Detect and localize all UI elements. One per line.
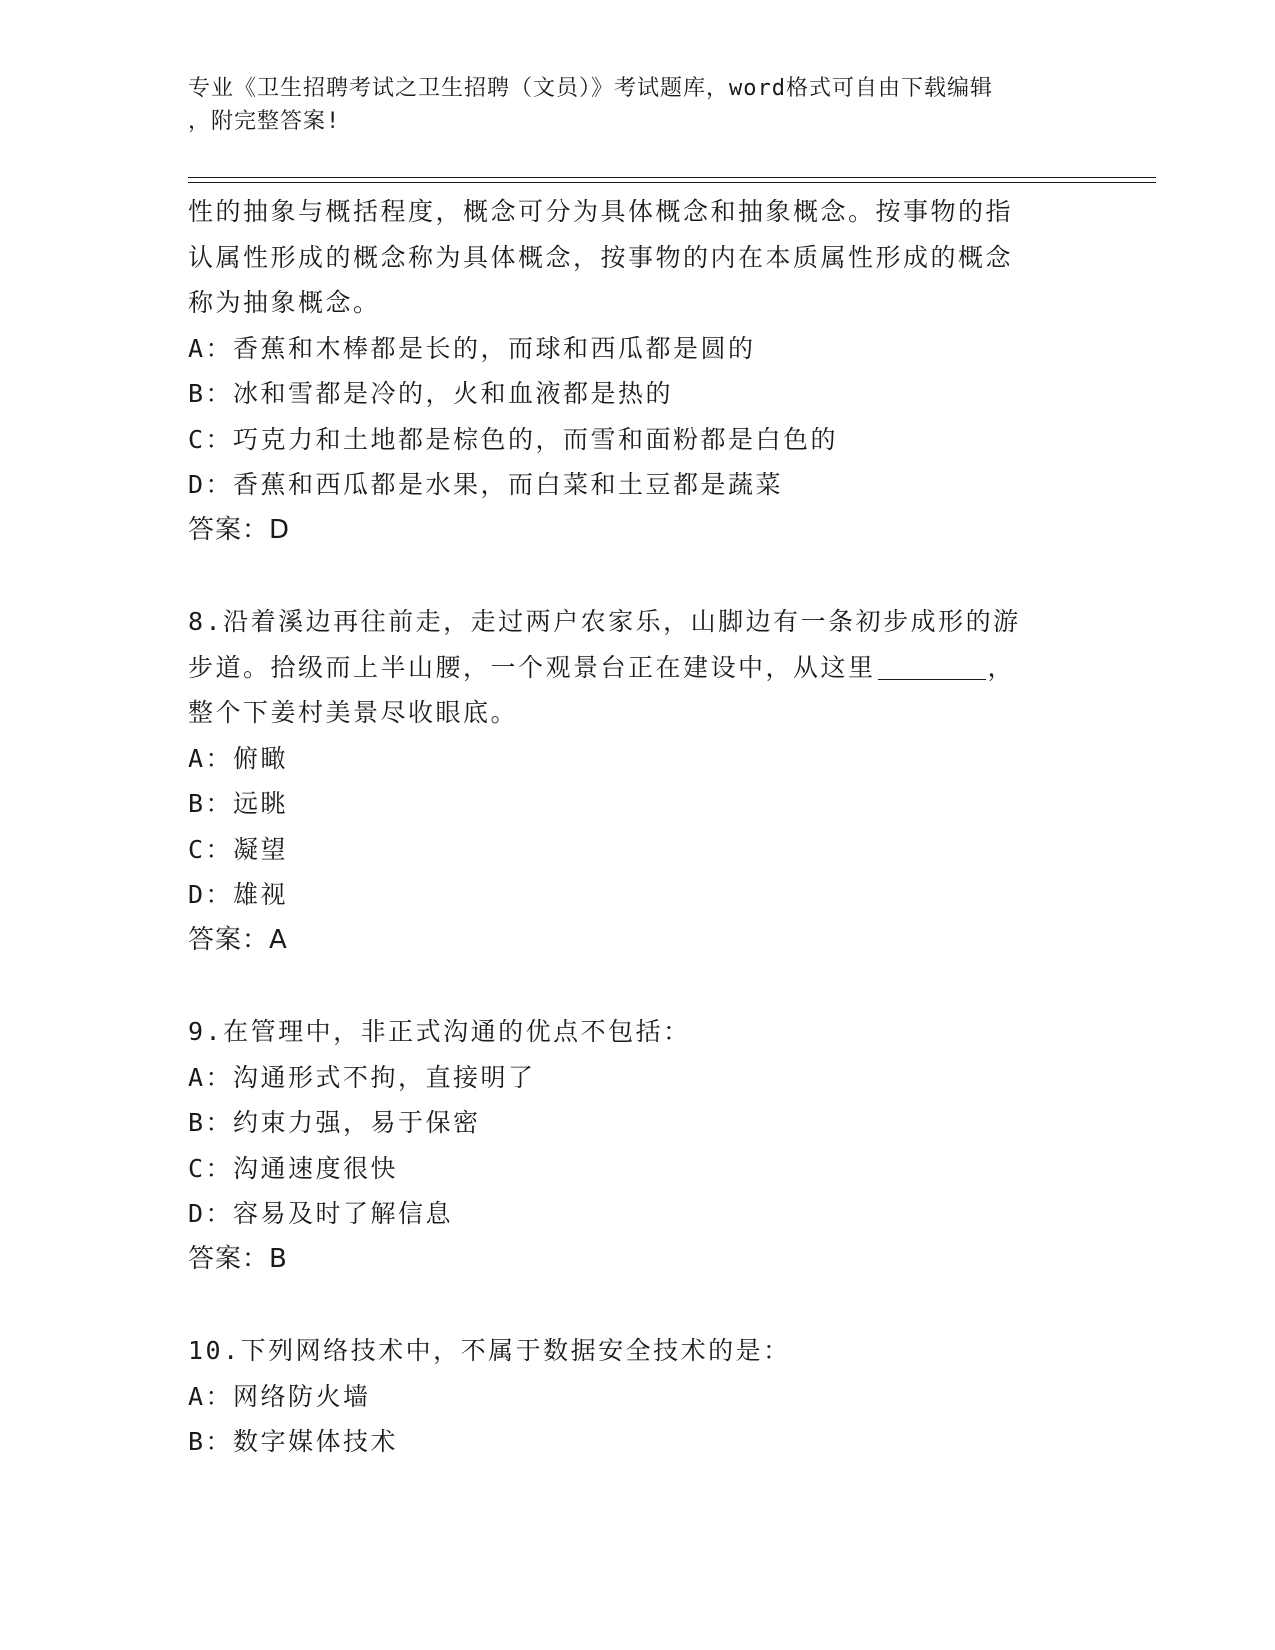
answer-line: 答案：A — [188, 924, 288, 955]
option-d: D：容易及时了解信息 — [188, 1199, 454, 1228]
page-header — [188, 72, 1068, 138]
option-b: B：约束力强，易于保密 — [188, 1108, 481, 1137]
question-text-line: 整个下姜村美景尽收眼底。 — [188, 698, 519, 727]
option-c: C：巧克力和土地都是棕色的，而雪和面粉都是白色的 — [188, 424, 839, 454]
question-8 — [188, 599, 1088, 963]
question-7 — [188, 189, 1088, 553]
question-10 — [188, 1328, 1088, 1465]
option-d: D：雄视 — [188, 880, 289, 909]
option-c: C：沟通速度很快 — [188, 1153, 399, 1183]
answer-line: 答案：B — [188, 1243, 288, 1274]
question-text-line: 9.在管理中，非正式沟通的优点不包括： — [188, 1017, 691, 1046]
option-b: B：远眺 — [188, 789, 289, 818]
question-text-line: 性的抽象与概括程度，概念可分为具体概念和抽象概念。按事物的指 — [188, 197, 1014, 226]
question-9 — [188, 1009, 1088, 1282]
header-rule-bottom — [188, 182, 1156, 183]
question-text-line: 8.沿着溪边再往前走，走过两户农家乐，山脚边有一条初步成形的游 — [188, 607, 1021, 636]
fill-in-blank — [878, 649, 986, 680]
option-b: B：数字媒体技术 — [188, 1427, 399, 1456]
spacer — [188, 553, 1088, 599]
header-line-2: ，附完整答案! — [188, 109, 341, 134]
document-body — [188, 189, 1088, 1465]
question-text-segment: 步道。拾级而上半山腰，一个观景台正在建设中，从这里 — [188, 652, 876, 682]
option-b: B：冰和雪都是冷的，火和血液都是热的 — [188, 379, 674, 408]
option-a: A：网络防火墙 — [188, 1381, 371, 1411]
question-text-line: 称为抽象概念。 — [188, 288, 381, 317]
spacer — [188, 1282, 1088, 1328]
question-text-segment: ， — [987, 652, 1016, 682]
question-text-line: 10.下列网络技术中，不属于数据安全技术的是： — [188, 1336, 791, 1365]
option-d: D：香蕉和西瓜都是水果，而白菜和土豆都是蔬菜 — [188, 470, 784, 499]
question-text-line — [188, 645, 1088, 691]
header-rule-top — [188, 177, 1156, 178]
answer-line: 答案：D — [188, 514, 291, 545]
option-a: A：香蕉和木棒都是长的，而球和西瓜都是圆的 — [188, 333, 756, 363]
option-c: C：凝望 — [188, 834, 289, 864]
header-line-1: 专业《卫生招聘考试之卫生招聘（文员）》考试题库，word格式可自由下载编辑 — [188, 76, 993, 101]
option-a: A：俯瞰 — [188, 743, 289, 773]
question-text-line: 认属性形成的概念称为具体概念，按事物的内在本质属性形成的概念 — [188, 242, 1014, 272]
option-a: A：沟通形式不拘，直接明了 — [188, 1062, 536, 1092]
spacer — [188, 963, 1088, 1009]
